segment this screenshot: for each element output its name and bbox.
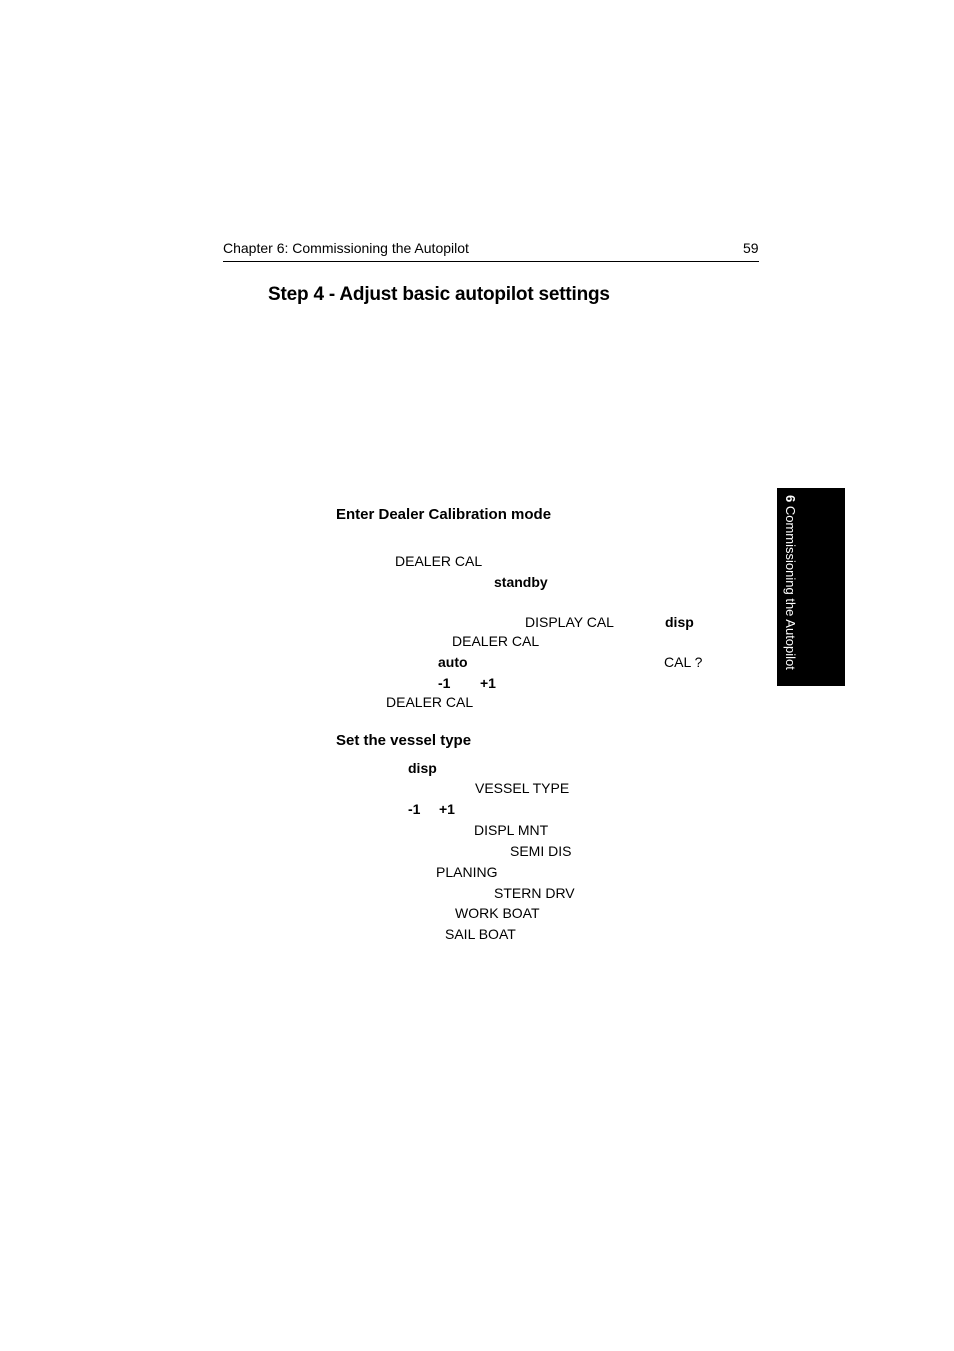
display-text-dealer-cal: DEALER CAL [395,553,483,569]
display-text-display-cal: DISPLAY CAL [525,614,614,630]
key-disp: disp [408,760,437,776]
key-minus-1: -1 [438,675,451,691]
section-heading-dealer-cal: Enter Dealer Calibration mode [336,506,552,523]
display-text-dealer-cal: DEALER CAL [386,694,474,710]
display-text-dealer-cal: DEALER CAL [452,633,540,649]
key-plus-1: +1 [439,801,455,817]
section-heading-vessel-type: Set the vessel type [336,732,472,749]
header-rule [223,261,759,262]
vessel-option: STERN DRV [494,885,575,901]
display-text-cal-prompt: CAL ? [664,654,703,670]
chapter-tab-label [783,495,798,670]
key-standby: standby [494,574,548,590]
vessel-option: SEMI DIS [510,843,572,859]
key-minus-1: -1 [408,801,421,817]
chapter-tab-text: Commissioning the Autopilot [783,505,798,670]
key-plus-1: +1 [480,675,496,691]
key-auto: auto [438,654,468,670]
display-text-vessel-type: VESSEL TYPE [475,780,570,796]
vessel-option: PLANING [436,864,498,880]
chapter-tab-number: 6 [783,495,798,503]
vessel-option: WORK BOAT [455,905,540,921]
key-disp: disp [665,614,694,630]
page-number: 59 [743,240,759,256]
page-title: Step 4 - Adjust basic autopilot settings [268,284,610,305]
vessel-option: SAIL BOAT [445,926,516,942]
vessel-option: DISPL MNT [474,822,549,838]
running-header-chapter: Chapter 6: Commissioning the Autopilot [223,240,469,256]
